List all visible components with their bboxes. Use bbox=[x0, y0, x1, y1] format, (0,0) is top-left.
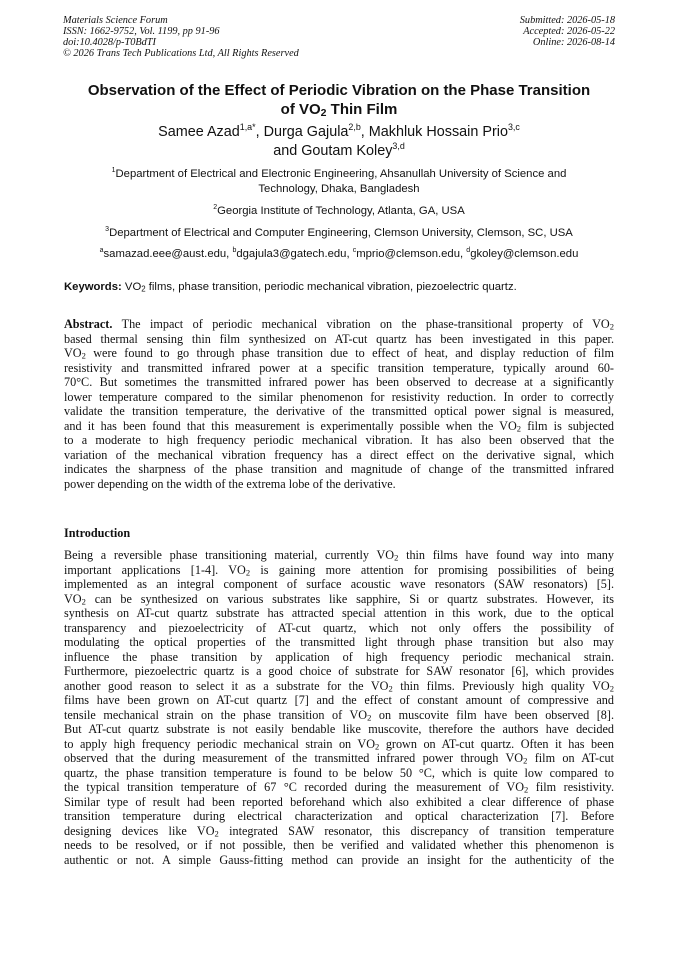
journal-header-right bbox=[520, 15, 615, 48]
affiliation-1: $^1$Department of Electrical and Electronic Engineering, Ahsanullah University of Science and Technology, Dhaka, Bangladesh bbox=[111, 167, 567, 195]
email-link[interactable]: mprio@clemson.edu, bbox=[356, 248, 467, 260]
author-affiliation-mark: 1,a* bbox=[239, 122, 256, 133]
author-affiliation-mark: 3,d bbox=[392, 141, 405, 152]
title-line-2: of $VO_2$ Thin Film bbox=[280, 101, 398, 120]
affiliation-3: $^3$Department of Electrical and Computer Engineering, Clemson University, Clemson, SC, USA bbox=[105, 226, 573, 239]
online-date: Online: 2026-08-14 bbox=[532, 37, 615, 48]
author-name: Goutam Koley bbox=[301, 143, 393, 159]
email-link[interactable]: samazad.eee@aust.edu, bbox=[103, 248, 233, 260]
title-line-1: Observation of the Effect of Periodic Vibration on the Phase Transition bbox=[87, 82, 591, 99]
author-affiliation-mark: 2,b bbox=[348, 122, 361, 133]
submitted-date: Submitted: 2026-05-18 bbox=[519, 15, 615, 26]
paper-title bbox=[40, 81, 638, 119]
author-name: Samee Azad bbox=[158, 124, 240, 140]
author-affiliation-mark: 3,c bbox=[507, 122, 520, 133]
email-link[interactable]: dgajula3@gatech.edu, bbox=[236, 248, 353, 260]
journal-issn: ISSN: 1662-9752, Vol. 1199, pp 91-96 bbox=[63, 26, 220, 37]
abstract-paragraph: Abstract. The impact of periodic mechanical vibration on the phase-transitional property of $VO_2$ based thermal sensing thin film synthesized on AT-cut quartz has been investigated in this paper. $VO_2$ were found to go through phase transition due to effect of heat, and display reduction of film resistivity and transmitted infrared power at a specific transition temperature, typically around 60- 70°C. But sometimes the transmitted infrared power has been observed to decrease at a significantly lower temperature compared to the similar phenomenon for resistivity reduction. In order to correctly validate the transition temperature, the derivative of the transmitted optical power signal is measured, and it has been found that this measurement is experimentally possible when the $VO_2$ film is subjected to a moderate to high frequency periodic mechanical vibration. It has also been observed that the variation of the mechanical vibration frequency has a direct effect on the derivative signal, which indicates the sharpness of the phase transition and magnitude of change of the transmitted infrared power depending on the width of the extrema lobe of the derivative. bbox=[64, 317, 614, 491]
doi[interactable]: doi:10.4028/p-T0BdTI bbox=[63, 37, 156, 48]
abstract-label: Abstract. bbox=[64, 317, 113, 331]
journal-name: Materials Science Forum bbox=[63, 15, 168, 26]
keywords-label: Keywords: bbox=[64, 281, 122, 293]
accepted-date: Accepted: 2026-05-22 bbox=[523, 26, 615, 37]
journal-header-left bbox=[63, 15, 299, 59]
author-name: Makhluk Hossain Prio bbox=[368, 124, 508, 140]
keywords: Keywords: $VO_2$ films, phase transition, periodic mechanical vibration, piezoelectric quartz. bbox=[64, 281, 517, 294]
copyright: © 2026 Trans Tech Publications Ltd, All Rights Reserved bbox=[63, 48, 299, 59]
affiliation-2: $^2$Georgia Institute of Technology, Atlanta, GA, USA bbox=[213, 204, 465, 217]
email-link[interactable]: gkoley@clemson.edu bbox=[470, 248, 579, 260]
author-name: Durga Gajula bbox=[263, 124, 349, 140]
author-emails: $^a$samazad.eee@aust.edu, $^b$dgajula3@gatech.edu, $^c$mprio@clemson.edu, $^d$gkoley@clemson.edu bbox=[99, 247, 579, 260]
introduction-paragraph: Being a reversible phase transitioning material, currently $VO_2$ thin films have found way into many important applications [1-4]. $VO_2$ is gaining more attention for promising possibilities of being implemented as an integral component of surface acoustic wave resonators (SAW resonators) [5]. $VO_2$ can be synthesized on various substrates like sapphire, Si or quartz substrates. However, its synthesis on AT-cut quartz substrate has attracted special attention in this work, due to the optical transparency and piezoelectricity of AT-cut quartz, which not only offers the possibility of modulating the optical properties of the transmitted light through phase transition but also may influence the phase transition by application of high frequency periodic mechanical strain. Furthermore, piezoelectric quartz is a good choice of substrate for SAW resonator [6], which provides another good reason to select it as a substrate for the $VO_2$ thin films. Previously high quality $VO_2$ films have been grown on AT-cut quartz [7] and the effect of constant amount of compressive and tensile mechanical strain on the phase transition of $VO_2$ on muscovite film have been observed [8]. But AT-cut quartz substrate is not easily bendable like muscovite, therefore the authors have decided to apply high frequency periodic mechanical strain on $VO_2$ grown on AT-cut quartz. Often it has been observed that the during measurement of the transmitted infrared power through $VO_2$ film on AT-cut quartz, the phase transition temperature is found to be below 50 °C, which is quite low compared to the typical transition temperature of 67 °C recorded during the measurement of $VO_2$ film resistivity. Similar type of result had been reported beforehand which also exhibited a clear difference of phase transition temperature during electrical characterization and optical characterization [7]. Before designing devices like $VO_2$ integrated SAW resonator, this discrepancy of transition temperature needs to be resolved, or if not possible, then be verified and validated whether this phenomenon is authentic or not. A simple Gauss-fitting method can provide an insight for the authenticity of the bbox=[64, 548, 614, 867]
author-list: Samee Azad$^{1,a*}$, Durga Gajula$^{2,b}$, Makhluk Hossain Prio$^{3,c}$ and Goutam Koley$^{3,d}$ bbox=[158, 122, 520, 159]
section-heading-introduction: Introduction bbox=[64, 526, 131, 540]
